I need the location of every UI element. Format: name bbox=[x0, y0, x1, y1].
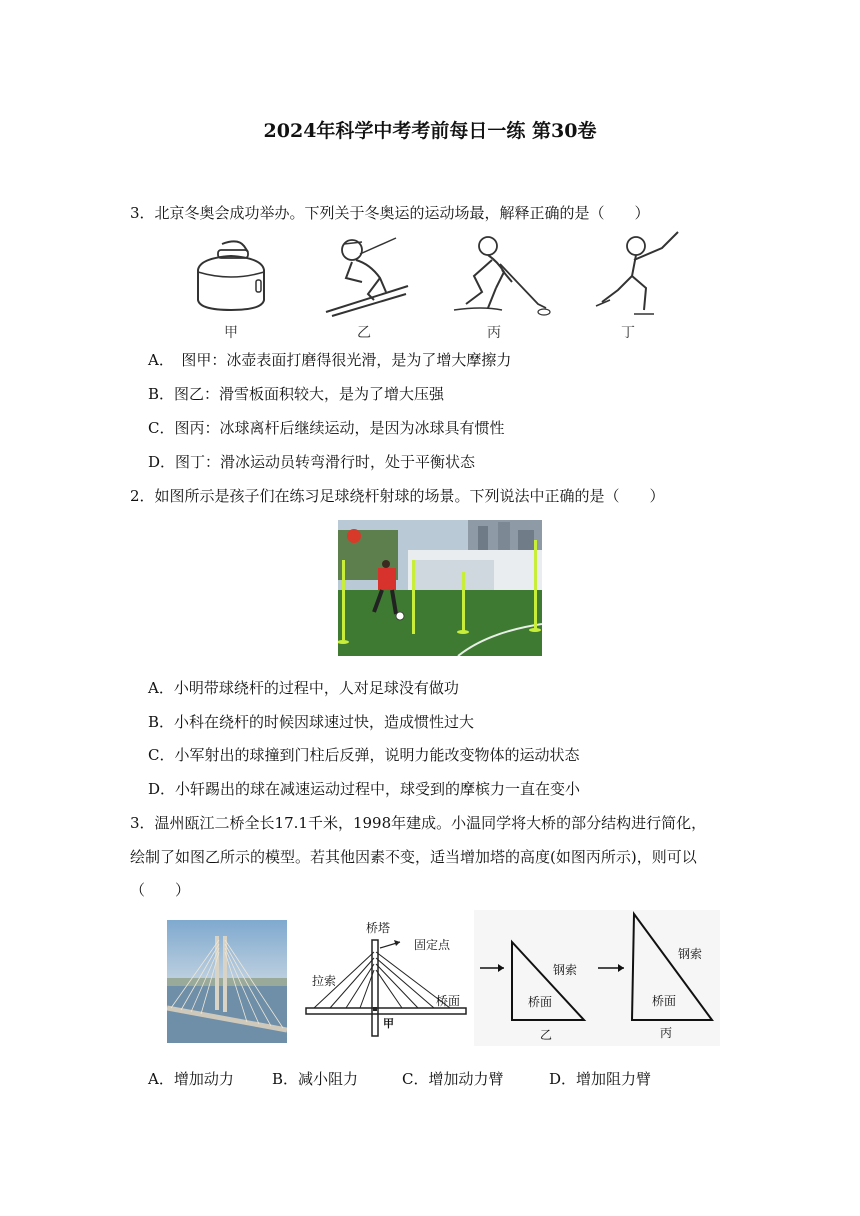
label-jia: 甲 bbox=[383, 1017, 394, 1030]
q1-option-b: B．图乙：滑雪板面积较大，是为了增大压强 bbox=[148, 385, 445, 403]
fig-label-jia: 甲 bbox=[224, 325, 238, 341]
q1-option-a: A． 图甲：冰壶表面打磨得很光滑，是为了增大摩擦力 bbox=[148, 351, 512, 369]
q2-option-b: B．小科在绕杆的时候因球速过快，造成惯性过大 bbox=[148, 713, 475, 731]
fig-label-bing: 丙 bbox=[487, 325, 501, 341]
q1-stem: 3．北京冬奥会成功举办。下列关于冬奥运的运动场最，解释正确的是（ ） bbox=[130, 204, 650, 222]
q2-stem: 2．如图所示是孩子们在练习足球绕杆射球的场景。下列说法中正确的是（ ） bbox=[130, 487, 665, 505]
page-title: 2024年科学中考考前每日一练 第30卷 bbox=[263, 120, 597, 142]
label-deck-bing: 桥面 bbox=[652, 994, 677, 1008]
q2-option-d: D．小轩踢出的球在减速运动过程中，球受到的摩槟力一直在变小 bbox=[148, 780, 581, 798]
label-cable: 拉索 bbox=[312, 974, 337, 988]
q1-option-d: D．图丁：滑冰运动员转弯滑行时，处于平衡状态 bbox=[148, 453, 476, 471]
speed-skater-figure bbox=[588, 228, 688, 320]
q3-option-b: B．减小阻力 bbox=[272, 1070, 359, 1088]
lever-triangle-models bbox=[474, 910, 720, 1046]
fig-label-ding: 丁 bbox=[621, 325, 635, 341]
q3-option-c: C．增加动力臂 bbox=[402, 1070, 504, 1088]
label-deck-yi: 桥面 bbox=[528, 995, 553, 1009]
q3-stem-line1: 3．温州瓯江二桥全长17.1千米，1998年建成。小温同学将大桥的部分结构进行简化， bbox=[130, 814, 707, 832]
q3-stem-line2: 绘制了如图乙所示的模型。若其他因素不变，适当增加塔的高度(如图丙所示)，则可以 bbox=[130, 848, 697, 866]
q3-option-d: D．增加阻力臂 bbox=[549, 1070, 652, 1088]
soccer-practice-photo bbox=[338, 520, 542, 656]
q2-option-c: C．小军射出的球撞到门柱后反弹，说明力能改变物体的运动状态 bbox=[148, 746, 580, 764]
label-tower: 桥塔 bbox=[366, 921, 391, 935]
q2-option-a: A．小明带球绕杆的过程中，人对足球没有做功 bbox=[148, 679, 459, 697]
label-bing: 丙 bbox=[660, 1026, 673, 1040]
q3-stem-line3: （ ） bbox=[130, 881, 191, 899]
label-yi: 乙 bbox=[540, 1028, 553, 1042]
curling-stone-figure bbox=[192, 236, 270, 316]
skier-figure bbox=[322, 234, 412, 318]
hockey-player-figure bbox=[452, 234, 556, 318]
fig-label-yi: 乙 bbox=[357, 325, 371, 341]
bridge-photo bbox=[167, 920, 287, 1043]
label-fixed-point: 固定点 bbox=[414, 938, 451, 952]
label-steel-cable-bing: 钢索 bbox=[678, 947, 703, 961]
q3-option-a: A．增加动力 bbox=[148, 1070, 234, 1088]
label-deck: 桥面 bbox=[436, 994, 461, 1008]
q1-option-c: C．图丙：冰球离杆后继续运动，是因为冰球具有惯性 bbox=[148, 419, 505, 437]
label-steel-cable-yi: 钢索 bbox=[553, 963, 578, 977]
